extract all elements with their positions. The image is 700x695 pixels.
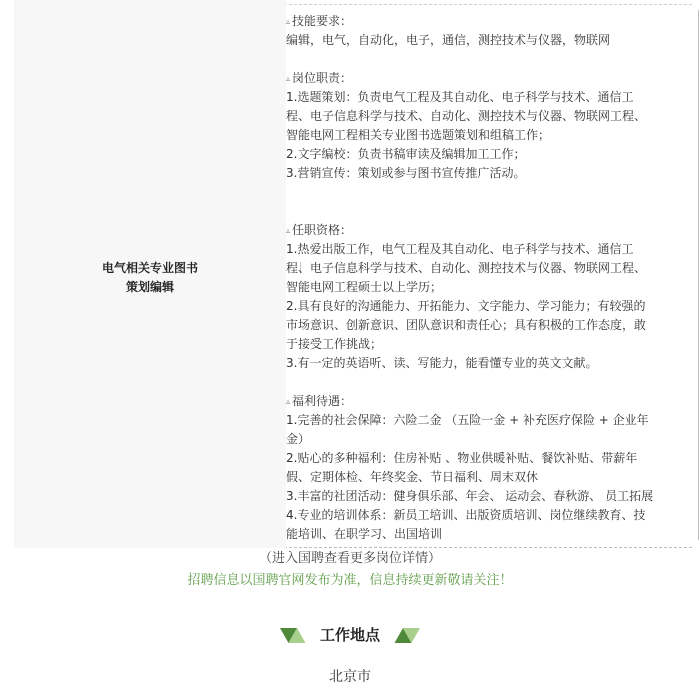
triangle-up-icon: ▵ xyxy=(286,397,291,406)
triangle-up-icon: ▵ xyxy=(286,17,291,26)
benefits-line: 3.丰富的社团活动：健身俱乐部、年会、 运动会、春秋游、 员工拓展 xyxy=(286,489,654,503)
skills-title-text: 技能要求： xyxy=(292,14,353,28)
qualifications-section-title xyxy=(286,221,684,240)
triangle-pair-right-icon xyxy=(386,626,420,644)
duties-line: 智能电网工程相关专业图书选题策划和组稿工作； xyxy=(286,128,551,142)
duties-line: 1.选题策划：负责电气工程及其自动化、电子科学与技术、通信工 xyxy=(286,90,634,104)
update-notice: 招聘信息以国聘官网发布为准，信息持续更新敬请关注！ xyxy=(187,573,513,588)
qualifications-line: 程、电子信息科学与技术、自动化、测控技术与仪器、物联网工程、 xyxy=(286,261,647,275)
qualifications-line: 智能电网工程硕士以上学历； xyxy=(286,280,443,294)
location-heading xyxy=(0,623,700,647)
triangle-up-icon: ▵ xyxy=(286,226,291,235)
benefits-line: 4.专业的培训体系：新员工培训、出版资质培训、岗位继续教育、技 xyxy=(286,508,646,522)
right-border xyxy=(698,10,699,540)
benefits-line: 能培训、在职学习、出国培训 xyxy=(286,527,443,541)
benefits-line: 2.贴心的多种福利：住房补贴 、物业供暖补贴、餐饮补贴、带薪年 xyxy=(286,451,638,465)
benefits-line: 假、定期体检、年终奖金、节日福利、周末双休 xyxy=(286,470,539,484)
qualifications-line: 于接受工作挑战； xyxy=(286,337,383,351)
location-heading-text: 工作地点 xyxy=(319,626,380,644)
benefits-section-title xyxy=(286,392,684,411)
duties-line: 程、电子信息科学与技术、自动化、测控技术与仪器、物联网工程、 xyxy=(286,109,647,123)
job-title-line1: 电气相关专业图书 xyxy=(101,261,198,275)
qualifications-line: 1.热爱出版工作，电气工程及其自动化、电子科学与技术、通信工 xyxy=(286,242,634,256)
duties-line: 2.文字编校：负责书稿审读及编辑加工工作； xyxy=(286,147,526,161)
triangle-pair-left-icon xyxy=(280,626,314,644)
skills-text: 编辑，电气，自动化，电子，通信，测控技术与仪器，物联网 xyxy=(286,33,611,47)
triangle-up-icon: ▵ xyxy=(286,74,291,83)
qualifications-title-text: 任职资格： xyxy=(292,223,353,237)
location-value: 北京市 xyxy=(329,669,371,685)
job-title xyxy=(14,259,286,297)
qualifications-line: 3.有一定的英语听、读、写能力，能看懂专业的英文文献。 xyxy=(286,356,598,370)
qualifications-line: 2.具有良好的沟通能力、开拓能力、文字能力、学习能力；有较强的 xyxy=(286,299,646,313)
benefits-line: 金） xyxy=(286,432,311,446)
benefits-title-text: 福利待遇： xyxy=(292,394,353,408)
more-jobs-link[interactable]: （进入国聘查看更多岗位详情） xyxy=(258,551,441,566)
job-details xyxy=(286,12,684,544)
duties-line: 3.营销宣传：策划或参与图书宣传推广活动。 xyxy=(286,166,526,180)
benefits-line: 1.完善的社会保障：六险二金 （五险一金 + 补充医疗保险 + 企业年 xyxy=(286,413,649,427)
duties-title-text: 岗位职责： xyxy=(292,71,353,85)
duties-section-title xyxy=(286,69,684,88)
job-title-line2: 策划编辑 xyxy=(125,280,174,294)
qualifications-line: 市场意识、创新意识、团队意识和责任心；具有积极的工作态度，敢 xyxy=(286,318,647,332)
skills-section-title xyxy=(286,12,684,31)
job-title-cell xyxy=(14,0,286,548)
